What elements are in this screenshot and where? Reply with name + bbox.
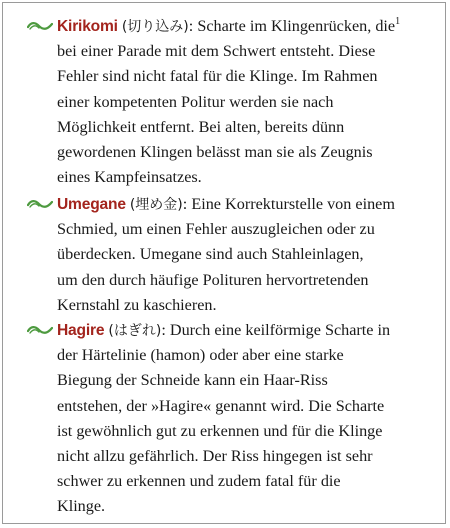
entry-text-line: bei einer Parade mit dem Schwert entsteht. Diese	[57, 42, 376, 61]
glossary-entry-kirikomi	[27, 14, 437, 190]
wave-marker-icon	[27, 20, 53, 32]
entry-term: Hagire	[57, 322, 105, 339]
entry-text-line: nicht allzu gefährlich. Der Riss hingegen ist sehr	[57, 446, 373, 465]
entry-text-line: Fehler sind nicht fatal für die Klinge. Im Rahmen	[57, 67, 378, 86]
wave-marker-icon	[27, 198, 53, 210]
entry-text-line: Schmied, um einen Fehler auszugleichen oder zu	[57, 220, 375, 239]
entry-term: Umegane	[57, 196, 126, 213]
entry-heading-line	[27, 318, 437, 343]
entry-text-line: Möglichkeit entfernt. Bei alten, bereits dünn	[57, 117, 345, 136]
entry-heading-line	[27, 14, 437, 39]
glossary-frame	[2, 2, 446, 524]
entry-text-line: : Eine Korrekturstelle von einem	[182, 195, 395, 213]
entry-text-line: : Durch eine keilförmige Scharte in	[161, 321, 391, 339]
entry-term: Kirikomi	[57, 18, 118, 35]
entry-kanji: (切り込み)	[121, 19, 189, 35]
entry-heading-line	[27, 192, 437, 217]
entry-text-line: eines Kampfeinsatzes.	[57, 168, 202, 187]
footnote-marker[interactable]: 1	[395, 16, 401, 27]
entry-kanji: (はぎれ)	[108, 323, 162, 339]
glossary-entry-hagire	[27, 318, 437, 520]
entry-text-line: gewordenen Klingen belässt man sie als Zeugnis	[57, 142, 373, 161]
entry-text-line: : Scharte im Klingenrücken, die	[188, 17, 396, 35]
entry-text-line: Klinge.	[57, 497, 106, 516]
entry-text-line: der Härtelinie (hamon) oder aber eine starke	[57, 346, 344, 365]
entry-kanji: (埋め金)	[129, 197, 183, 213]
entry-text-line: Biegung der Schneide kann ein Haar-Riss	[57, 371, 328, 390]
entry-text-line: überdecken. Umegane sind auch Stahleinlagen,	[57, 245, 364, 264]
wave-marker-icon	[27, 324, 53, 336]
entry-text-line: um den durch häufige Polituren hervortretenden	[57, 270, 369, 289]
entry-text-line: entstehen, der »Hagire« genannt wird. Die Scharte	[57, 396, 385, 415]
glossary-entry-umegane	[27, 192, 437, 318]
entry-text-line: einer kompetenten Politur werden sie nach	[57, 92, 334, 111]
entry-text-line: ist gewöhnlich gut zu erkennen und für die Klinge	[57, 421, 383, 440]
entry-text-line: schwer zu erkennen und zudem fatal für die	[57, 472, 341, 491]
entry-text-line: Kernstahl zu kaschieren.	[57, 295, 217, 314]
